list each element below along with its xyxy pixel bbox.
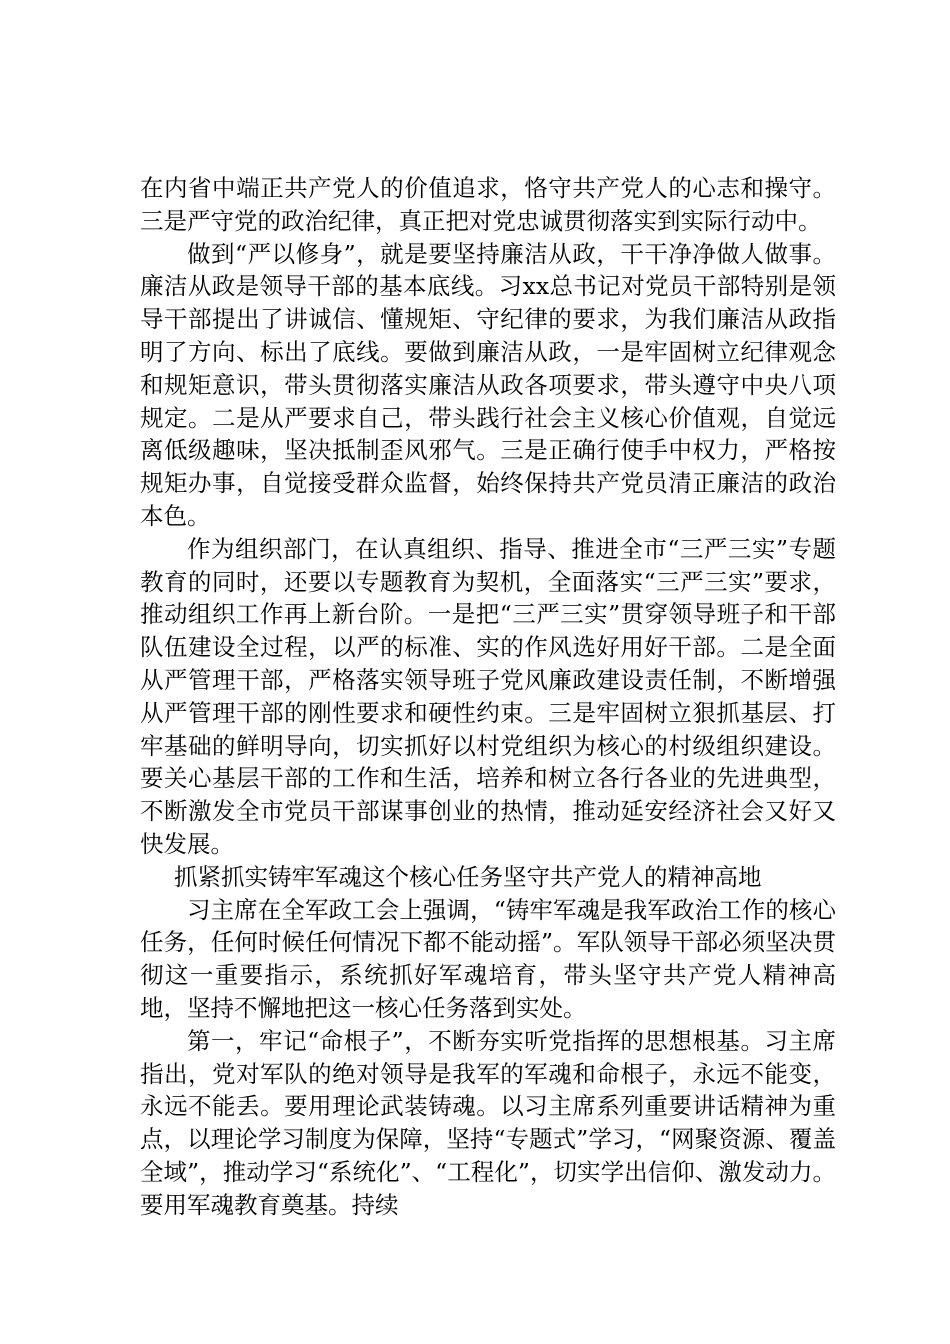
paragraph-organization-department: 作为组织部门，在认真组织、指导、推进全市“三严三实”专题教育的同时，还要以专题教育为契机，全面落实“三严三实”要求，推动组织工作再上新台阶。一是把“三严三实”贯穿领导班子和干部队伍建设全过程，以严的标准、实的作风选好用好干部。二是全面从严管理干部，严格落实领导班子党风廉政建设责任制，不断增强从严管理干部的刚性要求和硬性约束。三是牢固树立狠抓基层、打牢基础的鲜明导向，切实抓好以村党组织为核心的村级组织建设。要关心基层干部的工作和生活，培养和树立各行各业的先进典型，不断激发全市党员干部谋事创业的热情，推动延安经济社会又好又快发展。 [140,534,836,858]
paragraph-military-soul: 习主席在全军政工会上强调，“铸牢军魂是我军政治工作的核心任务，任何时候任何情况下都不能动摇”。军队领导干部必须坚决贯彻这一重要指示，系统抓好军魂培育，带头坚守共产党人精神高地，坚持不懈地把这一核心任务落到实处。 [140,895,836,1022]
paragraph-continuation: 在内省中端正共产党人的价值追求，恪守共产党人的心志和操守。三是严守党的政治纪律，真正把对党忠诚贯彻落实到实际行动中。 [140,174,836,235]
paragraph-self-cultivation: 做到“严以修身”，就是要坚持廉洁从政，干干净净做人做事。廉洁从政是领导干部的基本底线。习xx总书记对党员干部特别是领导干部提出了讲诚信、懂规矩、守纪律的要求，为我们廉洁从政指明了方向、标出了底线。要做到廉洁从政，一是牢固树立纪律观念和规矩意识，带头贯彻落实廉洁从政各项要求，带头遵守中央八项规定。二是从严要求自己，带头践行社会主义核心价值观，自觉远离低级趣味，坚决抵制歪风邪气。三是正确行使手中权力，严格按规矩办事，自觉接受群众监督，始终保持共产党员清正廉洁的政治本色。 [140,239,836,530]
document-page [140,172,836,1222]
paragraph-first-point: 第一，牢记“命根子”，不断夯实听党指挥的思想根基。习主席指出，党对军队的绝对领导是我军的军魂和命根子，永远不能变，永远不能丢。要用理论武装铸魂。以习主席系列重要讲话精神为重点，以理论学习制度为保障，坚持“专题式”学习，“网聚资源、覆盖全域”，推动学习“系统化”、“工程化”，切实学出信仰、激发动力。要用军魂教育奠基。持续 [140,1026,836,1219]
section-heading: 抓紧抓实铸牢军魂这个核心任务坚守共产党人的精神高地 [174,862,762,891]
